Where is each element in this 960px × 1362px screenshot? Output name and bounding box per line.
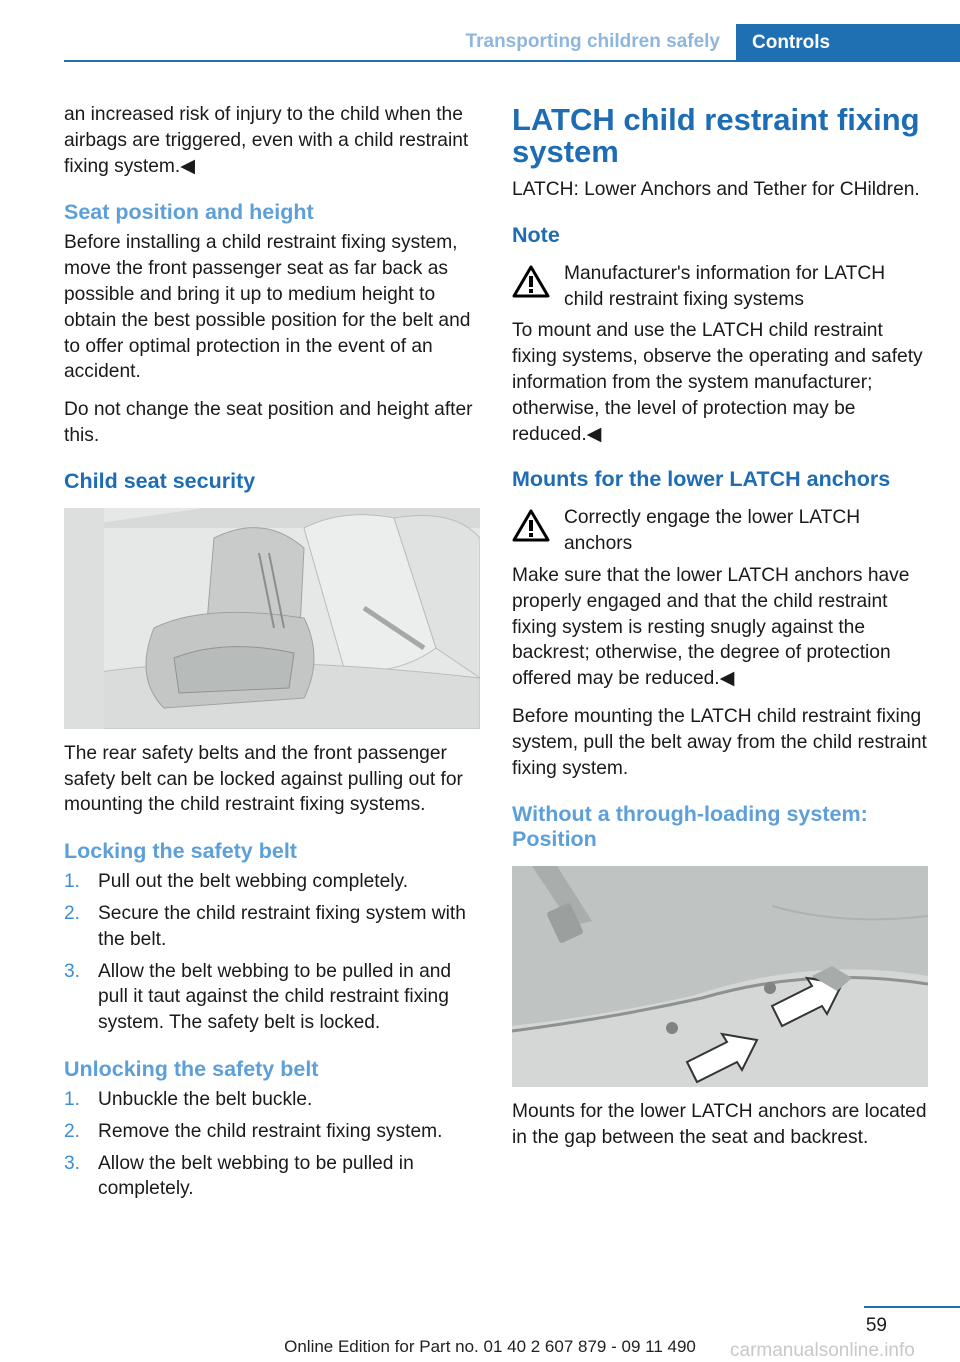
unlocking-heading: Unlocking the safety belt [64,1056,319,1081]
step-text: Pull out the belt webbing completely. [98,871,409,893]
footer-rule [864,1306,960,1308]
child-seat-drawing [64,508,480,729]
seat-position-heading: Seat position and height [64,200,314,225]
mounts-paragraph-2: Before mounting the LATCH child restraint fixing system, pull the belt away from the child restraint fixing system. [512,705,927,779]
child-seat-security-heading: Child seat security [64,468,256,493]
note-heading: Note [512,222,560,247]
list-item [64,1151,480,1203]
latch-paragraph: LATCH: Lower Anchors and Tether for CHildren. [512,179,920,200]
step-number: 1. [64,871,81,893]
page-number: 59 [865,1315,887,1336]
latch-anchors-drawing [512,866,928,1087]
step-text: Allow the belt webbing to be pulled in completely. [98,1152,414,1200]
step-number: 2. [64,902,81,924]
watermark-text: carmanualsonline.info [730,1340,915,1361]
seat-paragraph-2: Do not change the seat position and height after this. [64,399,473,446]
latch-anchors-photo [512,866,928,1087]
step-text: Allow the belt webbing to be pulled in and pull it taut against the child restraint fixing system. The safety belt is locked. [98,960,452,1034]
locking-heading: Locking the safety belt [64,839,297,864]
list-item [64,901,480,953]
step-text: Unbuckle the belt buckle. [98,1088,313,1110]
warning-notice-1 [512,261,928,313]
warning-triangle-icon [512,265,550,299]
warning-triangle-icon [512,509,550,543]
without-through-loading-heading: Without a through-loading system: Position [512,802,868,852]
warning-text-1: Manufacturer's information for LATCH child restraint fixing systems [564,262,886,310]
header-rule [64,60,960,62]
left-column [64,102,480,1214]
list-item [64,959,480,1036]
right-column [512,102,928,1163]
list-item [64,1119,480,1145]
list-item [64,869,480,895]
warning-notice-2 [512,505,928,557]
mounts-paragraph-1: Make sure that the lower LATCH anchors have properly engaged and that the child restraint fixing system is resting snugly against the backrest; otherwise, the degree of protection offered may be reduced.◀ [512,564,910,690]
mounts-caption: Mounts for the lower LATCH anchors are located in the gap between the seat and backrest. [512,1101,927,1149]
list-item [64,1087,480,1113]
step-number: 3. [64,960,81,982]
unlocking-steps-list [64,1087,480,1202]
edition-footer: Online Edition for Part no. 01 40 2 607 879 - 09 11 490 [284,1337,696,1356]
mounts-heading: Mounts for the lower LATCH anchors [512,467,891,492]
header-chapter-tab: Controls [736,24,960,62]
step-text: Secure the child restraint fixing system with the belt. [98,902,466,950]
locking-steps-list [64,869,480,1036]
seat-paragraph-1: Before installing a child restraint fixing system, move the front passenger seat as far back as possible and bring it up to medium height to obtain the best possible position for the belt and to offer optimal protection in the event of an accident. [64,232,471,383]
step-number: 3. [64,1152,81,1174]
warning-text-2: Correctly engage the lower LATCH anchors [564,507,861,555]
step-text: Remove the child restraint fixing system. [98,1120,443,1142]
security-paragraph: The rear safety belts and the front passenger safety belt can be locked against pulling out for mounting the child restraint fixing systems. [64,742,463,816]
step-number: 1. [64,1088,81,1110]
step-number: 2. [64,1120,81,1142]
header-section-title: Transporting children safely [465,31,720,52]
intro-paragraph: an increased risk of injury to the child when the airbags are triggered, even with a child restraint fixing system.◀ [64,104,469,177]
note-paragraph: To mount and use the LATCH child restraint fixing systems, observe the operating and safety information from the system manufacturer; otherwise, the level of protection may be reduced.◀ [512,320,923,445]
child-seat-illustration [64,508,480,729]
latch-heading: LATCH child restraint fixing system [512,102,920,169]
